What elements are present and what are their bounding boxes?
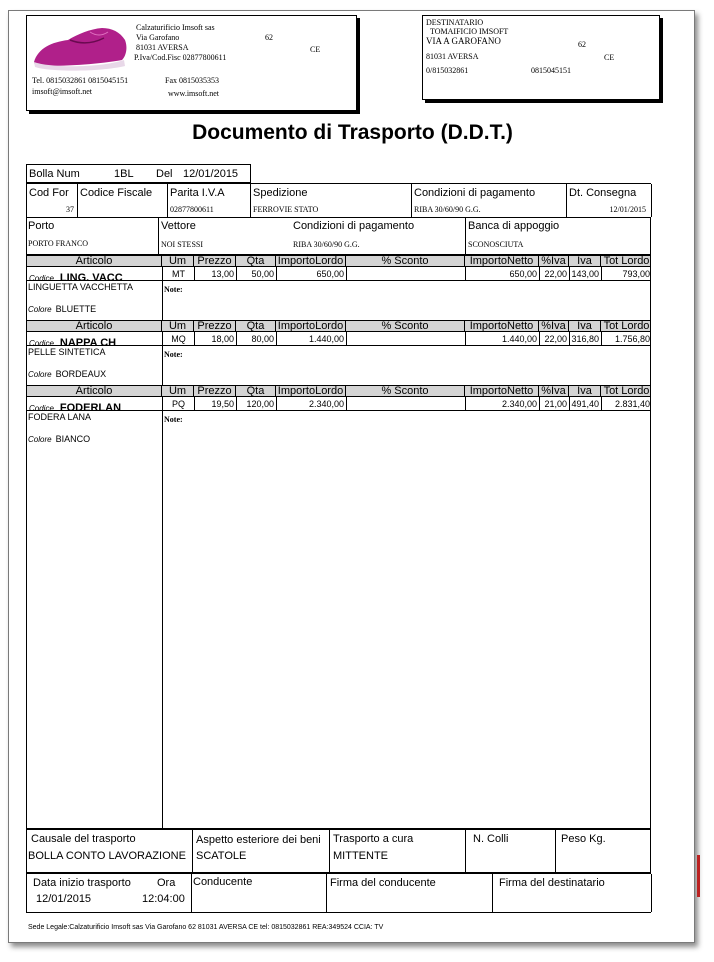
- item-code: LING. VACC: [59, 272, 123, 284]
- item-col-qta: 80,00: [236, 332, 276, 345]
- item-color: BIANCO: [55, 434, 91, 444]
- item-value-row: [26, 332, 651, 349]
- sender-tel: Tel. 0815032861 0815045151: [32, 76, 129, 85]
- colore-label: Colore: [28, 435, 52, 444]
- item-col-importo-lordo: 650,00: [276, 267, 346, 280]
- header-col-tot-lordo: Tot Lordo: [603, 320, 650, 331]
- codice-label: Codice: [29, 274, 54, 283]
- item-col-prezzo: 18,00: [194, 332, 236, 345]
- header-col-prezzo: Prezzo: [194, 320, 236, 331]
- bolla-num-label: Bolla Num: [29, 168, 80, 180]
- item-col-um: PQ: [162, 397, 194, 410]
- item-col-importo-lordo: 2.340,00: [276, 397, 346, 410]
- item-header-row: [26, 255, 651, 267]
- colore-label: Colore: [28, 305, 52, 314]
- item-col-sconto: [346, 332, 465, 345]
- sender-box: [26, 15, 357, 111]
- item-col-iva-pct: 22,00: [539, 332, 569, 345]
- recipient-street: VIA A GAROFANO: [426, 36, 501, 46]
- item-value-row: [26, 397, 651, 414]
- item-code: FODERLAN: [59, 402, 122, 414]
- header-col-importo-lordo: ImportoLordo: [276, 255, 346, 266]
- item-col-iva: 143,00: [569, 267, 601, 280]
- item-header-row: [26, 320, 651, 332]
- sender-civic: 62: [265, 33, 273, 42]
- recipient-box: [422, 15, 660, 100]
- dt-consegna-label: Dt. Consegna: [569, 187, 637, 199]
- item-col-iva: 316,80: [569, 332, 601, 345]
- item-col-um: MQ: [162, 332, 194, 345]
- item-col-importo-netto: 2.340,00: [465, 397, 539, 410]
- header-col-sconto: % Sconto: [346, 255, 465, 266]
- condizioni2-label: Condizioni di pagamento: [293, 220, 415, 232]
- header-col-importo-lordo: ImportoLordo: [276, 320, 346, 331]
- recipient-city: 81031 AVERSA: [426, 52, 479, 61]
- causale-value: BOLLA CONTO LAVORAZIONE: [28, 850, 186, 862]
- data-inizio-value: 12/01/2015: [36, 893, 92, 905]
- item-color: BORDEAUX: [55, 369, 107, 379]
- note-label: Note:: [164, 415, 183, 424]
- header-col-iva: Iva: [569, 255, 601, 266]
- firma-destinatario-label: Firma del destinatario: [499, 877, 605, 889]
- item-col-qta: 120,00: [236, 397, 276, 410]
- footer-row-2: [26, 873, 651, 913]
- shoe-image: [30, 24, 130, 76]
- header-col-qta: Qta: [236, 255, 276, 266]
- spedizione-value: FERROVIE STATO: [253, 205, 319, 214]
- header-col-iva-pct: %Iva: [539, 385, 569, 396]
- edge-mark: [697, 855, 700, 897]
- item-col-importo-netto: 1.440,00: [465, 332, 539, 345]
- item-color-line: [28, 434, 90, 445]
- item-header-row: [26, 385, 651, 397]
- header-col-sconto: % Sconto: [346, 320, 465, 331]
- dt-consegna-value: 12/01/2015: [609, 205, 646, 214]
- recipient-name: TOMAIFICIO IMSOFT: [430, 27, 509, 36]
- bolla-date-value: 12/01/2015: [183, 168, 239, 180]
- item-col-iva: 491,40: [569, 397, 601, 410]
- header-col-um: Um: [162, 320, 194, 331]
- item-col-iva-pct: 21,00: [539, 397, 569, 410]
- item-col-tot-lordo: 2.831,40: [601, 397, 652, 410]
- header-col-prezzo: Prezzo: [194, 255, 236, 266]
- header-col-iva-pct: %Iva: [539, 255, 569, 266]
- firma-conducente-label: Firma del conducente: [330, 877, 436, 889]
- header-col-iva-pct: %Iva: [539, 320, 569, 331]
- data-inizio-label: Data inizio trasporto: [33, 877, 131, 889]
- header-col-articolo: Articolo: [27, 385, 162, 396]
- item-description: PELLE SINTETICA: [28, 347, 106, 357]
- bolla-date-label: Del: [156, 168, 173, 180]
- document-title: Documento di Trasporto (D.D.T.): [192, 121, 513, 144]
- item-col-prezzo: 19,50: [194, 397, 236, 410]
- item-description: FODERA LANA: [28, 412, 92, 422]
- partita-iva-value: 02877800611: [170, 205, 214, 214]
- item-col-importo-lordo: 1.440,00: [276, 332, 346, 345]
- sender-province: CE: [310, 45, 321, 54]
- header-col-um: Um: [162, 255, 194, 266]
- vettore-value: NOI STESSI: [161, 240, 204, 249]
- cod-for-label: Cod For: [29, 187, 69, 199]
- bolla-box: [26, 164, 251, 183]
- causale-label: Causale del trasporto: [31, 833, 136, 845]
- header-col-importo-netto: ImportoNetto: [465, 255, 539, 266]
- item-col-tot-lordo: 793,00: [601, 267, 652, 280]
- item-col-um: MT: [162, 267, 194, 280]
- porto-label: Porto: [28, 220, 55, 232]
- vettore-label: Vettore: [161, 220, 196, 232]
- partita-iva-label: Parita I.V.A: [170, 187, 225, 199]
- header-col-qta: Qta: [236, 320, 276, 331]
- header-col-importo-lordo: ImportoLordo: [276, 385, 346, 396]
- header-col-importo-netto: ImportoNetto: [465, 385, 539, 396]
- header-col-qta: Qta: [236, 385, 276, 396]
- peso-label: Peso Kg.: [561, 833, 606, 845]
- trasporto-cura-label: Trasporto a cura: [333, 833, 414, 845]
- n-colli-label: N. Colli: [473, 833, 509, 845]
- footer-row-1: [26, 829, 651, 873]
- condizioni-pagamento-label: Condizioni di pagamento: [414, 187, 536, 199]
- header-col-um: Um: [162, 385, 194, 396]
- header-col-articolo: Articolo: [27, 255, 162, 266]
- bolla-num-value: 1BL: [114, 168, 134, 180]
- item-col-prezzo: 13,00: [194, 267, 236, 280]
- banca-value: SCONOSCIUTA: [468, 240, 524, 249]
- header-col-tot-lordo: Tot Lordo: [603, 255, 650, 266]
- sender-fax: Fax 0815035353: [165, 76, 219, 85]
- note-label: Note:: [164, 285, 183, 294]
- conducente-label: Conducente: [193, 876, 253, 888]
- header-col-importo-netto: ImportoNetto: [465, 320, 539, 331]
- recipient-tel: 0/815032861: [426, 66, 469, 75]
- info-row-1: [26, 183, 651, 218]
- info-row-2: [26, 218, 651, 255]
- trasporto-cura-value: MITTENTE: [333, 850, 388, 862]
- item-col-sconto: [346, 397, 465, 410]
- ora-label: Ora: [157, 877, 176, 889]
- condizioni-pagamento-value: RIBA 30/60/90 G.G.: [414, 205, 481, 214]
- spedizione-label: Spedizione: [253, 187, 308, 199]
- header-col-tot-lordo: Tot Lordo: [603, 385, 650, 396]
- recipient-civic: 62: [578, 40, 586, 49]
- item-col-importo-netto: 650,00: [465, 267, 539, 280]
- sender-email: imsoft@imsoft.net: [32, 87, 93, 96]
- sender-city: 81031 AVERSA: [136, 43, 189, 52]
- recipient-fax: 0815045151: [531, 66, 571, 75]
- aspetto-label: Aspetto esteriore dei beni: [196, 834, 321, 846]
- sender-website: www.imsoft.net: [168, 89, 220, 98]
- item-code: NAPPA CH: [59, 337, 117, 349]
- banca-label: Banca di appoggio: [468, 220, 560, 232]
- codice-label: Codice: [29, 404, 54, 413]
- colore-label: Colore: [28, 370, 52, 379]
- item-col-tot-lordo: 1.756,80: [601, 332, 652, 345]
- item-description: LINGUETTA VACCHETTA: [28, 282, 134, 292]
- porto-value: PORTO FRANCO: [28, 239, 89, 248]
- item-col-qta: 50,00: [236, 267, 276, 280]
- codice-label: Codice: [29, 339, 54, 348]
- item-color: BLUETTE: [55, 304, 97, 314]
- note-label: Note:: [164, 350, 183, 359]
- aspetto-value: SCATOLE: [196, 850, 247, 862]
- cod-for-value: 37: [66, 205, 74, 214]
- condizioni2-value: RIBA 30/60/90 G.G.: [293, 240, 360, 249]
- sender-street: Via Garofano: [136, 33, 180, 42]
- item-color-line: [28, 369, 106, 380]
- header-col-prezzo: Prezzo: [194, 385, 236, 396]
- recipient-province: CE: [604, 53, 615, 62]
- item-value-row: [26, 267, 651, 284]
- recipient-title: DESTINATARIO: [426, 18, 484, 27]
- ora-value: 12:04:00: [142, 893, 185, 905]
- document-page: [8, 10, 695, 943]
- header-col-sconto: % Sconto: [346, 385, 465, 396]
- header-col-iva: Iva: [569, 385, 601, 396]
- legal-footer: Sede Legale:Calzaturificio Imsoft sas Via Garofano 62 81031 AVERSA CE tel: 0815032861 REA:349524 CCIA: TV: [28, 924, 384, 931]
- codice-fiscale-label: Codice Fiscale: [80, 187, 153, 199]
- item-color-line: [28, 304, 96, 315]
- sender-name: Calzaturificio Imsoft sas: [136, 23, 215, 32]
- header-col-articolo: Articolo: [27, 320, 162, 331]
- header-col-iva: Iva: [569, 320, 601, 331]
- sender-vat: P.Iva/Cod.Fisc 02877800611: [134, 53, 227, 62]
- item-col-iva-pct: 22,00: [539, 267, 569, 280]
- item-col-sconto: [346, 267, 465, 280]
